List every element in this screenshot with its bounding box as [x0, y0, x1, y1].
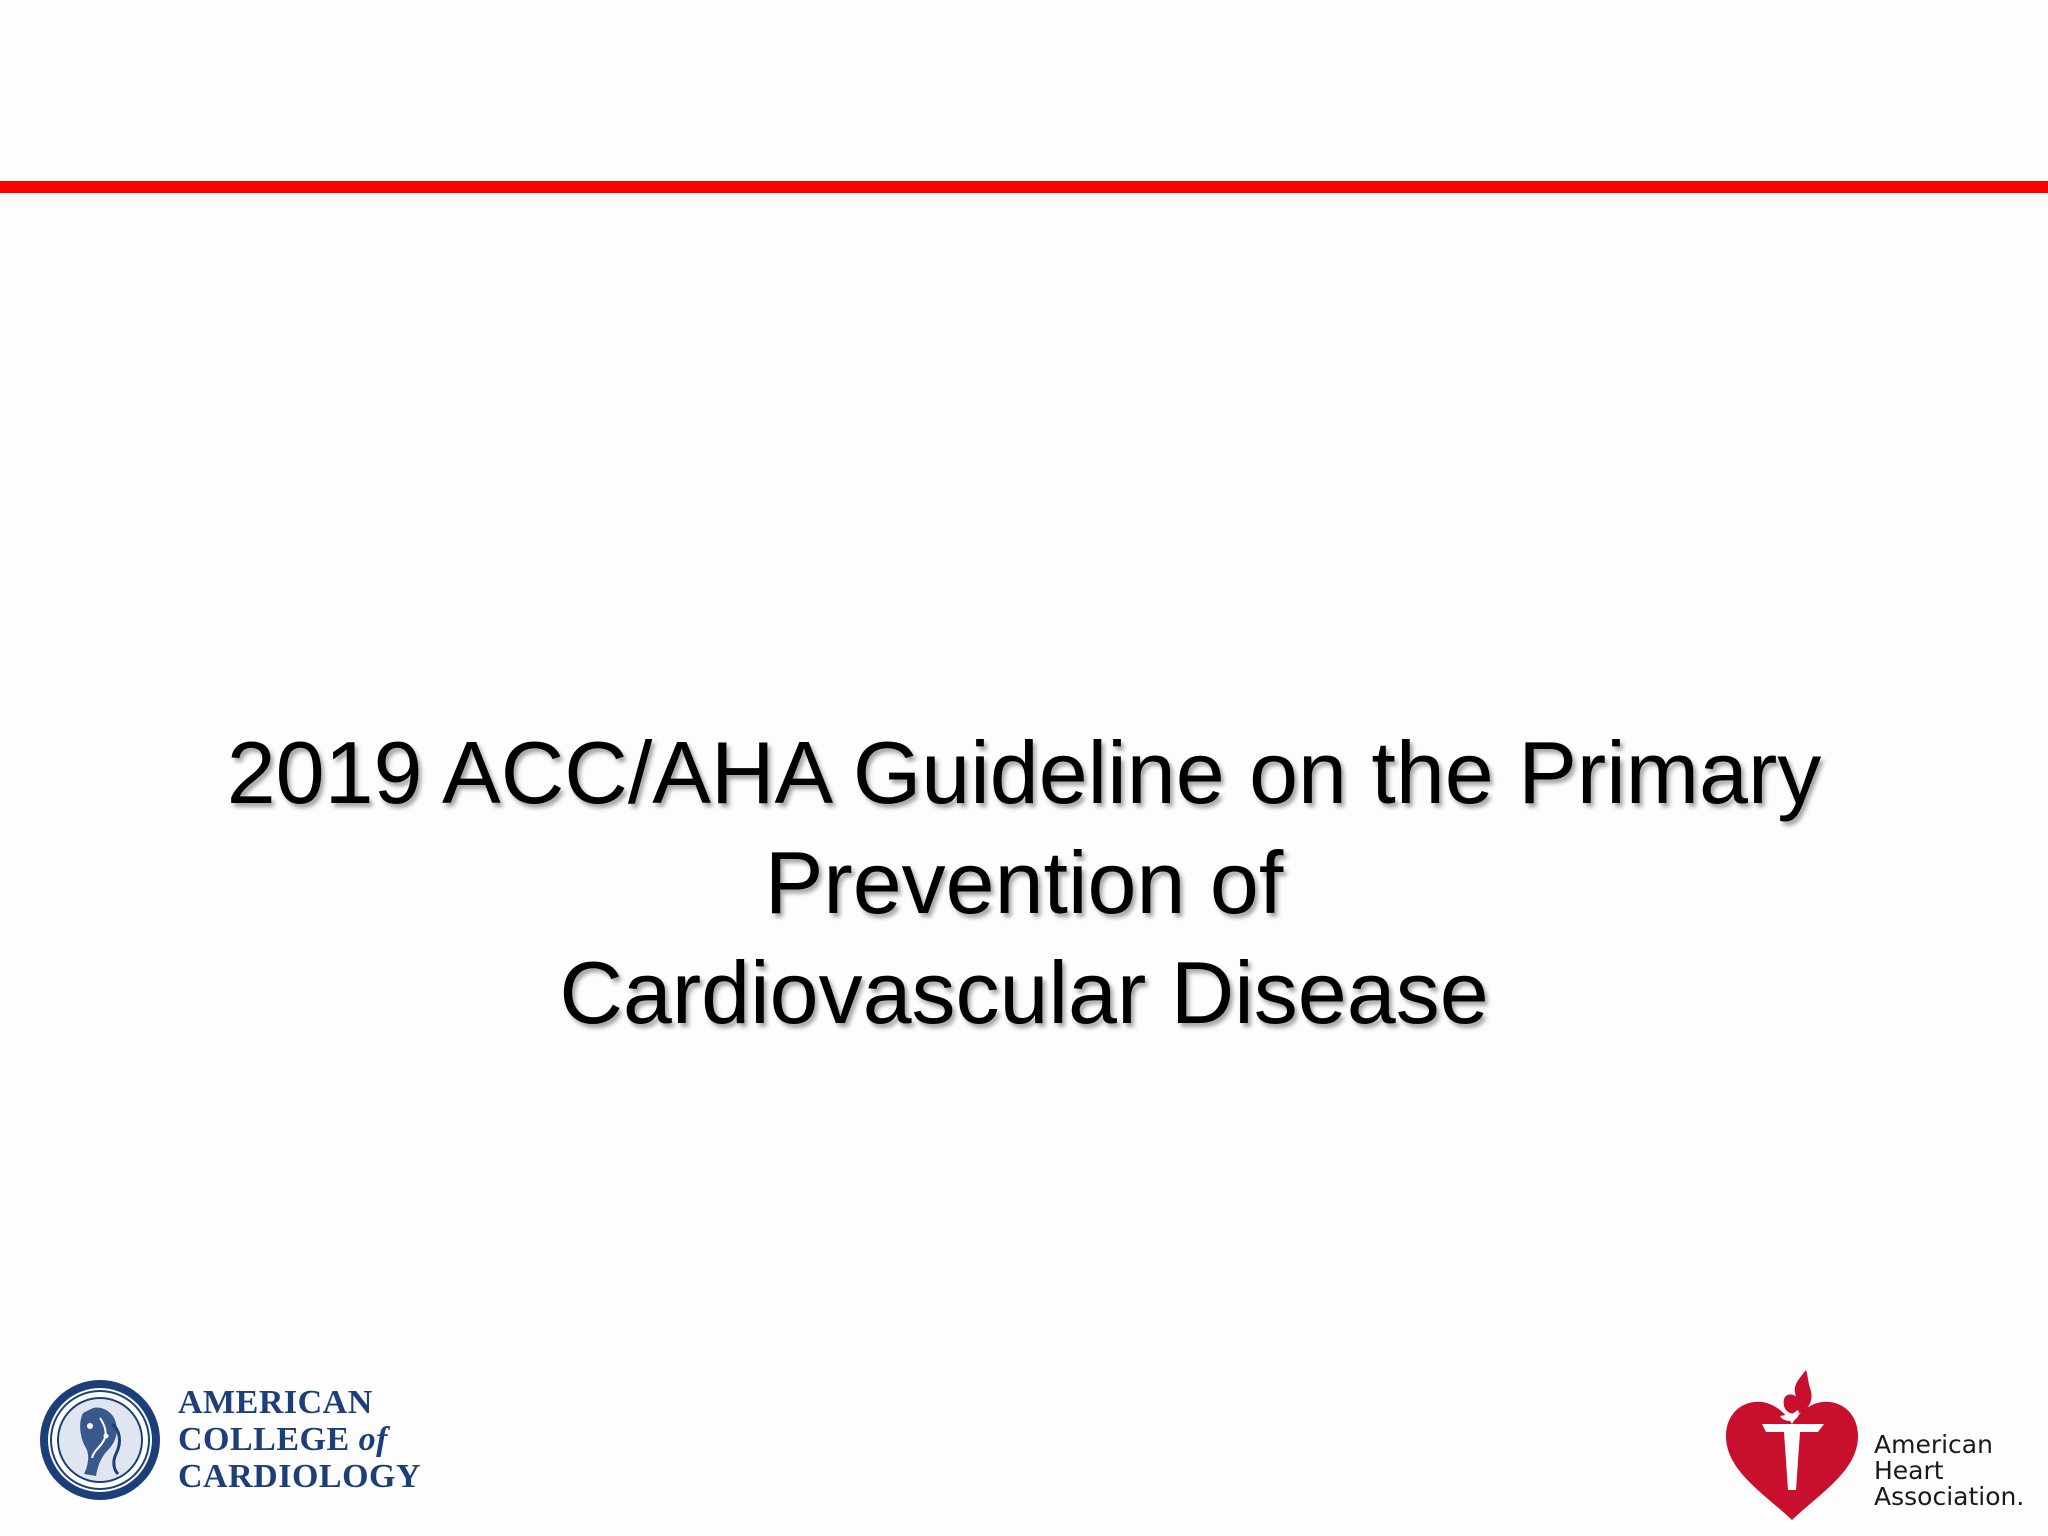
acc-wordmark — [178, 1384, 421, 1495]
aha-line-1: American — [1874, 1430, 1993, 1459]
acc-line-2-of: of — [358, 1421, 388, 1458]
acc-line-2-college: COLLEGE — [178, 1421, 350, 1458]
acc-logo — [38, 1378, 448, 1504]
aha-logo — [1722, 1362, 2025, 1522]
aha-line-2: Heart — [1874, 1456, 1944, 1485]
title-line-1: 2019 ACC/AHA Guideline on the Primary — [226, 723, 1822, 822]
red-divider-line — [0, 181, 2048, 193]
title-line-2: Prevention of — [764, 833, 1284, 932]
aha-wordmark — [1874, 1432, 2024, 1510]
slide-title — [0, 718, 2048, 1048]
aha-registered-mark: . — [2016, 1482, 2025, 1511]
title-line-3: Cardiovascular Disease — [559, 943, 1489, 1042]
aha-heart-torch-icon — [1722, 1362, 1862, 1522]
acc-seal-icon — [38, 1378, 162, 1502]
acc-line-2 — [178, 1421, 421, 1458]
aha-line-3-text: Association — [1874, 1482, 2017, 1511]
acc-line-1: AMERICAN — [178, 1384, 373, 1421]
aha-line-3 — [1874, 1484, 2024, 1510]
acc-line-3: CARDIOLOGY — [178, 1458, 422, 1495]
